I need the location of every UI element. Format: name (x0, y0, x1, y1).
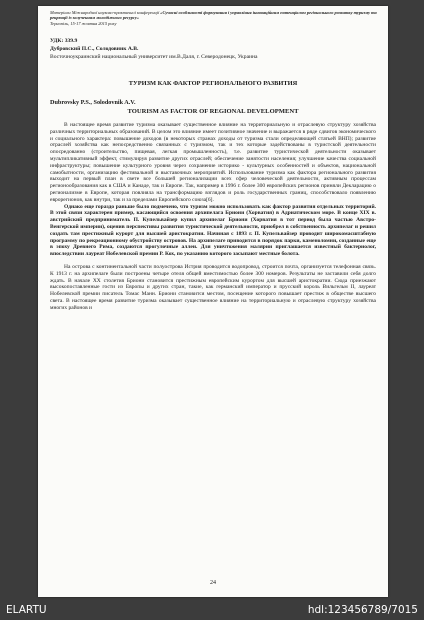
affiliation: Восточноукраинский национальный университет им.В.Даля, г. Северодонецк, Украина (50, 54, 258, 60)
authors-en: Dubrovsky P.S., Solodovnik A.V. (50, 99, 136, 106)
paragraph-1: В настоящее время развитие туризма оказывает существенное влияние на территориальную и отраслевую структуру хозяйства различных территориальных образований. В целом это влияние имеет позитивное значение и выражается в ряде сдвигов экономического и социального характера: повышение доходов (в некоторых странах доходы от туризма стали определяющей статьей ВНП); развитие отраслей хозяйства как непосредственно связанных с туризмом, так и тех которые задействованы в туристской деятельности опосредованно (строительство, пищевая, легкая промышленность), т.е. развитие туристической деятельности оказывает мультипликативный эффект, стимулируя развитие других отраслей; обеспечение занятости населения; улучшение качества социальной инфраструктуры; повышение культурного уровня через сохранение историко - культурных особенностей и объектов, национальной самобытности, организацию фестивальной и выставочных мероприятий. Использование туризма как фактора регионального развития выходит на первый план в свете все большей регионализации всех сфер человеческой деятельности, активным процессам регионообразования как в США и Канаде, так и Европе. Так, например в 1996 г. более 300 европейских регионов приняли Декларацию о регионализме в Европе, которая повлияла на трансформацию взглядов и роль государственных границ, способствовало появлению еврорегионов, как внутри, так и за пределами Европейского союза[6]. (50, 122, 376, 203)
header-bold: «Сучасні особливості формування і управління інноваційним потенціалом регіонального розвитку туризму та рекреації із залученням молодіжного ресурсу» (50, 10, 377, 21)
header-plain: Матеріали Міжнародної науково-практичної конференції (50, 10, 161, 15)
paragraph-2: Однако еще гораздо раньше было подмечено, что туризм можно использовать как фактор развития отдельных территорий. В этой связи характерен пример, касающийся освоения архипелага Бриони (Хорватия) в Адриатическом море. В конце XIX в. австрийский предприниматель П. Купельвайзер купил архипелаг Бриони (Хорватия в тот период была частью Австро-Венгерской империи), оценив перспективы развития туристической деятельности, приобрел в собственность архипелаг и решил создать там престижный курорт для высшей аристократии. Начиная с 1893 г. П. Купельвайзер проводит широкомасштабную программу по рекреационному обустройству островов. На архипелаге приводится в порядок парки, каменоломни, созданные еще в эпоху Древнего Рима, создаются прогулочные аллеи. Для уничтожения малярии приглашается известный бактериолог, впоследствии лауреат Нобелевской премии Р. Кох, по указанию которого засыпают местные болота. (50, 203, 376, 258)
authors-ru: Дубровский П.С., Солодовник А.В. (50, 46, 139, 52)
repository-name: ELARTU (6, 604, 47, 616)
article-body (50, 122, 376, 312)
handle-id: hdl:123456789/7015 (307, 604, 418, 616)
title-en: TOURISM AS FACTOR OF REGIONAL DEVELOPMENT (127, 108, 299, 115)
title-ru: ТУРИЗМ КАК ФАКТОР РЕГИОНАЛЬНОГО РАЗВИТИЯ (128, 80, 298, 87)
header-date: Тернопіль, 15-17 жовтня 2015 року (50, 20, 117, 26)
document-page (38, 6, 388, 597)
page-number: 24 (210, 580, 216, 586)
paragraph-3: На острова с континентальной части полуострова Истрия проводится водопровод, строится почта, организуется телефонная связь. К 1913 г. на архипелаге были построены четыре отеля общей вместимостью более 300 номеров. Результаты не заставили себя долго ждать. В начале XX столетия Бриони становится престижным европейским курортом для высшей аристократии. Сюда приезжают высокопоставленные гости из Европы и других стран, такие, как германский император и прусский король Вильгельм II, лауреат Нобелевской премии писатель Томас Манн. Бриони становится местом, посещение которого повышает престиж в обществе высшего света. В настоящее время развитие туризма оказывает существенное влияние на территориальную и отраслевую структуру хозяйства многих районов и (50, 263, 376, 311)
udc-code: УДК: 339.9 (50, 38, 78, 44)
conference-header (50, 10, 378, 26)
